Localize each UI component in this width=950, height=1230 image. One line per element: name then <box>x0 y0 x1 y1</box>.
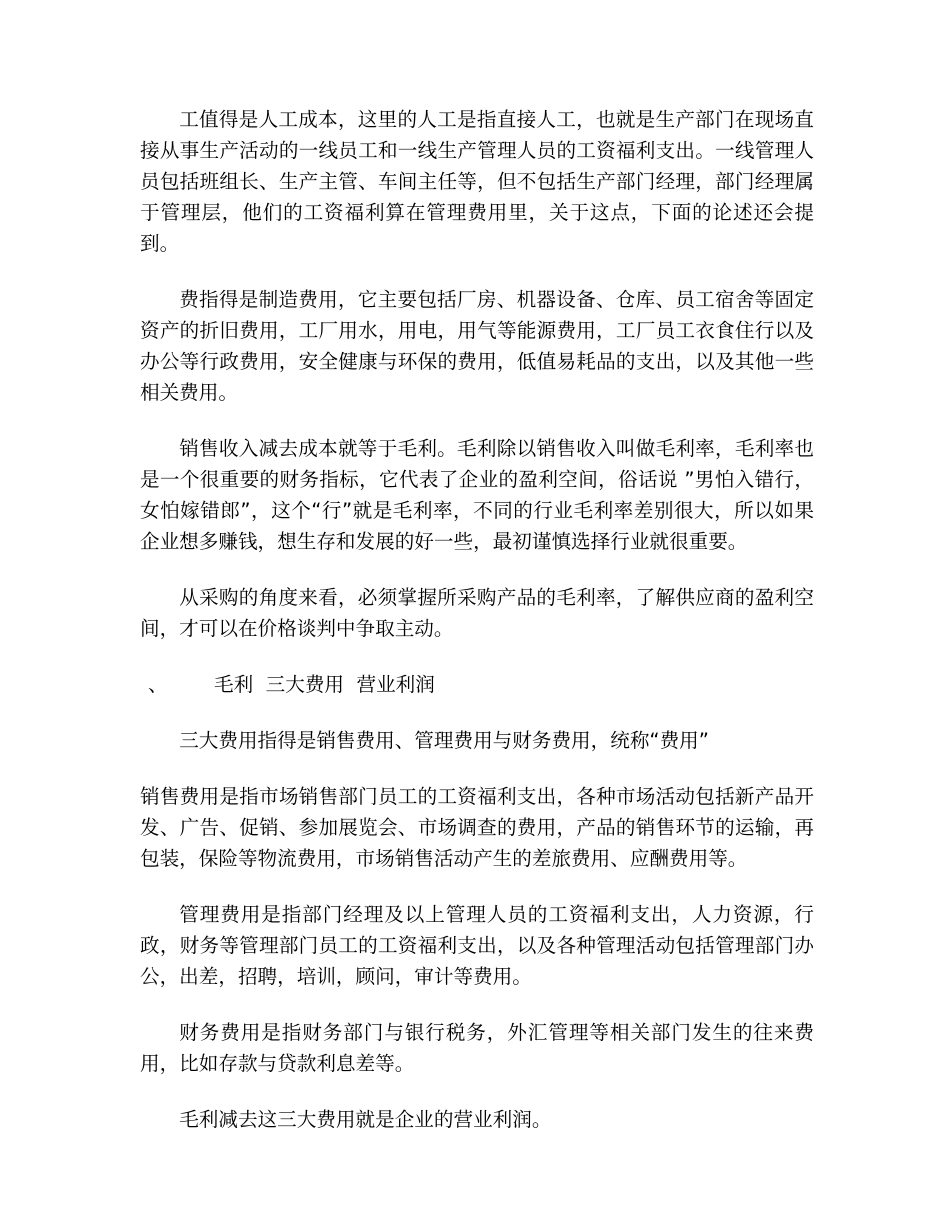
section-number: 、 <box>148 673 168 696</box>
paragraph-labor-cost: 工值得是人工成本，这里的人工是指直接人工，也就是生产部门在现场直接从事生产活动的一线员工和一线生产管理人员的工资福利支出。一线管理人员包括班组长、生产主管、车间主任等，但不包括生产部门经理，部门经理属于管理层，他们的工资福利算在管理费用里，关于这点，下面的论述还会提到。 <box>140 108 814 255</box>
paragraph-selling-expense: 销售费用是指市场销售部门员工的工资福利支出，各种市场活动包括新产品开发、广告、促销、参加展览会、市场调查的费用，产品的销售环节的运输，再包装，保险等物流费用，市场销售活动产生的差旅费用、应酬费用等。 <box>140 785 814 870</box>
section-heading <box>140 669 814 700</box>
paragraph-finance-expense: 财务费用是指财务部门与银行税务，外汇管理等相关部门发生的往来费用，比如存款与贷款利息差等。 <box>140 1021 814 1075</box>
paragraph-manufacturing-cost: 费指得是制造费用，它主要包括厂房、机器设备、仓库、员工宿舍等固定资产的折旧费用，工厂用水，用电，用气等能源费用，工厂员工衣食住行以及办公等行政费用，安全健康与环保的费用，低值易耗品的支出，以及其他一些相关费用。 <box>140 288 814 404</box>
section-title: 毛利 三大费用 营业利润 <box>214 673 435 696</box>
document-page <box>140 104 814 1160</box>
paragraph-admin-expense: 管理费用是指部门经理及以上管理人员的工资福利支出，人力资源，行政，财务等管理部门员工的工资福利支出，以及各种管理活动包括管理部门办公，出差，招聘，培训，顾问，审计等费用。 <box>140 903 814 988</box>
paragraph-three-expenses: 三大费用指得是销售费用、管理费用与财务费用，统称“费用” <box>179 729 709 752</box>
paragraph-procurement: 从采购的角度来看，必须掌握所采购产品的毛利率，了解供应商的盈利空间，才可以在价格谈判中争取主动。 <box>140 586 814 640</box>
paragraph-gross-profit: 销售收入减去成本就等于毛利。毛利除以销售收入叫做毛利率，毛利率也是一个很重要的财务指标，它代表了企业的盈利空间，俗话说 ”男怕入错行，女怕嫁错郎”，这个“行”就是毛利率，不同的行业毛利率差别很大，所以如果企业想多赚钱，想生存和发展的好一些，最初谨慎选择行业就很重要。 <box>140 437 814 553</box>
paragraph-operating-profit: 毛利减去这三大费用就是企业的营业利润。 <box>179 1108 552 1131</box>
